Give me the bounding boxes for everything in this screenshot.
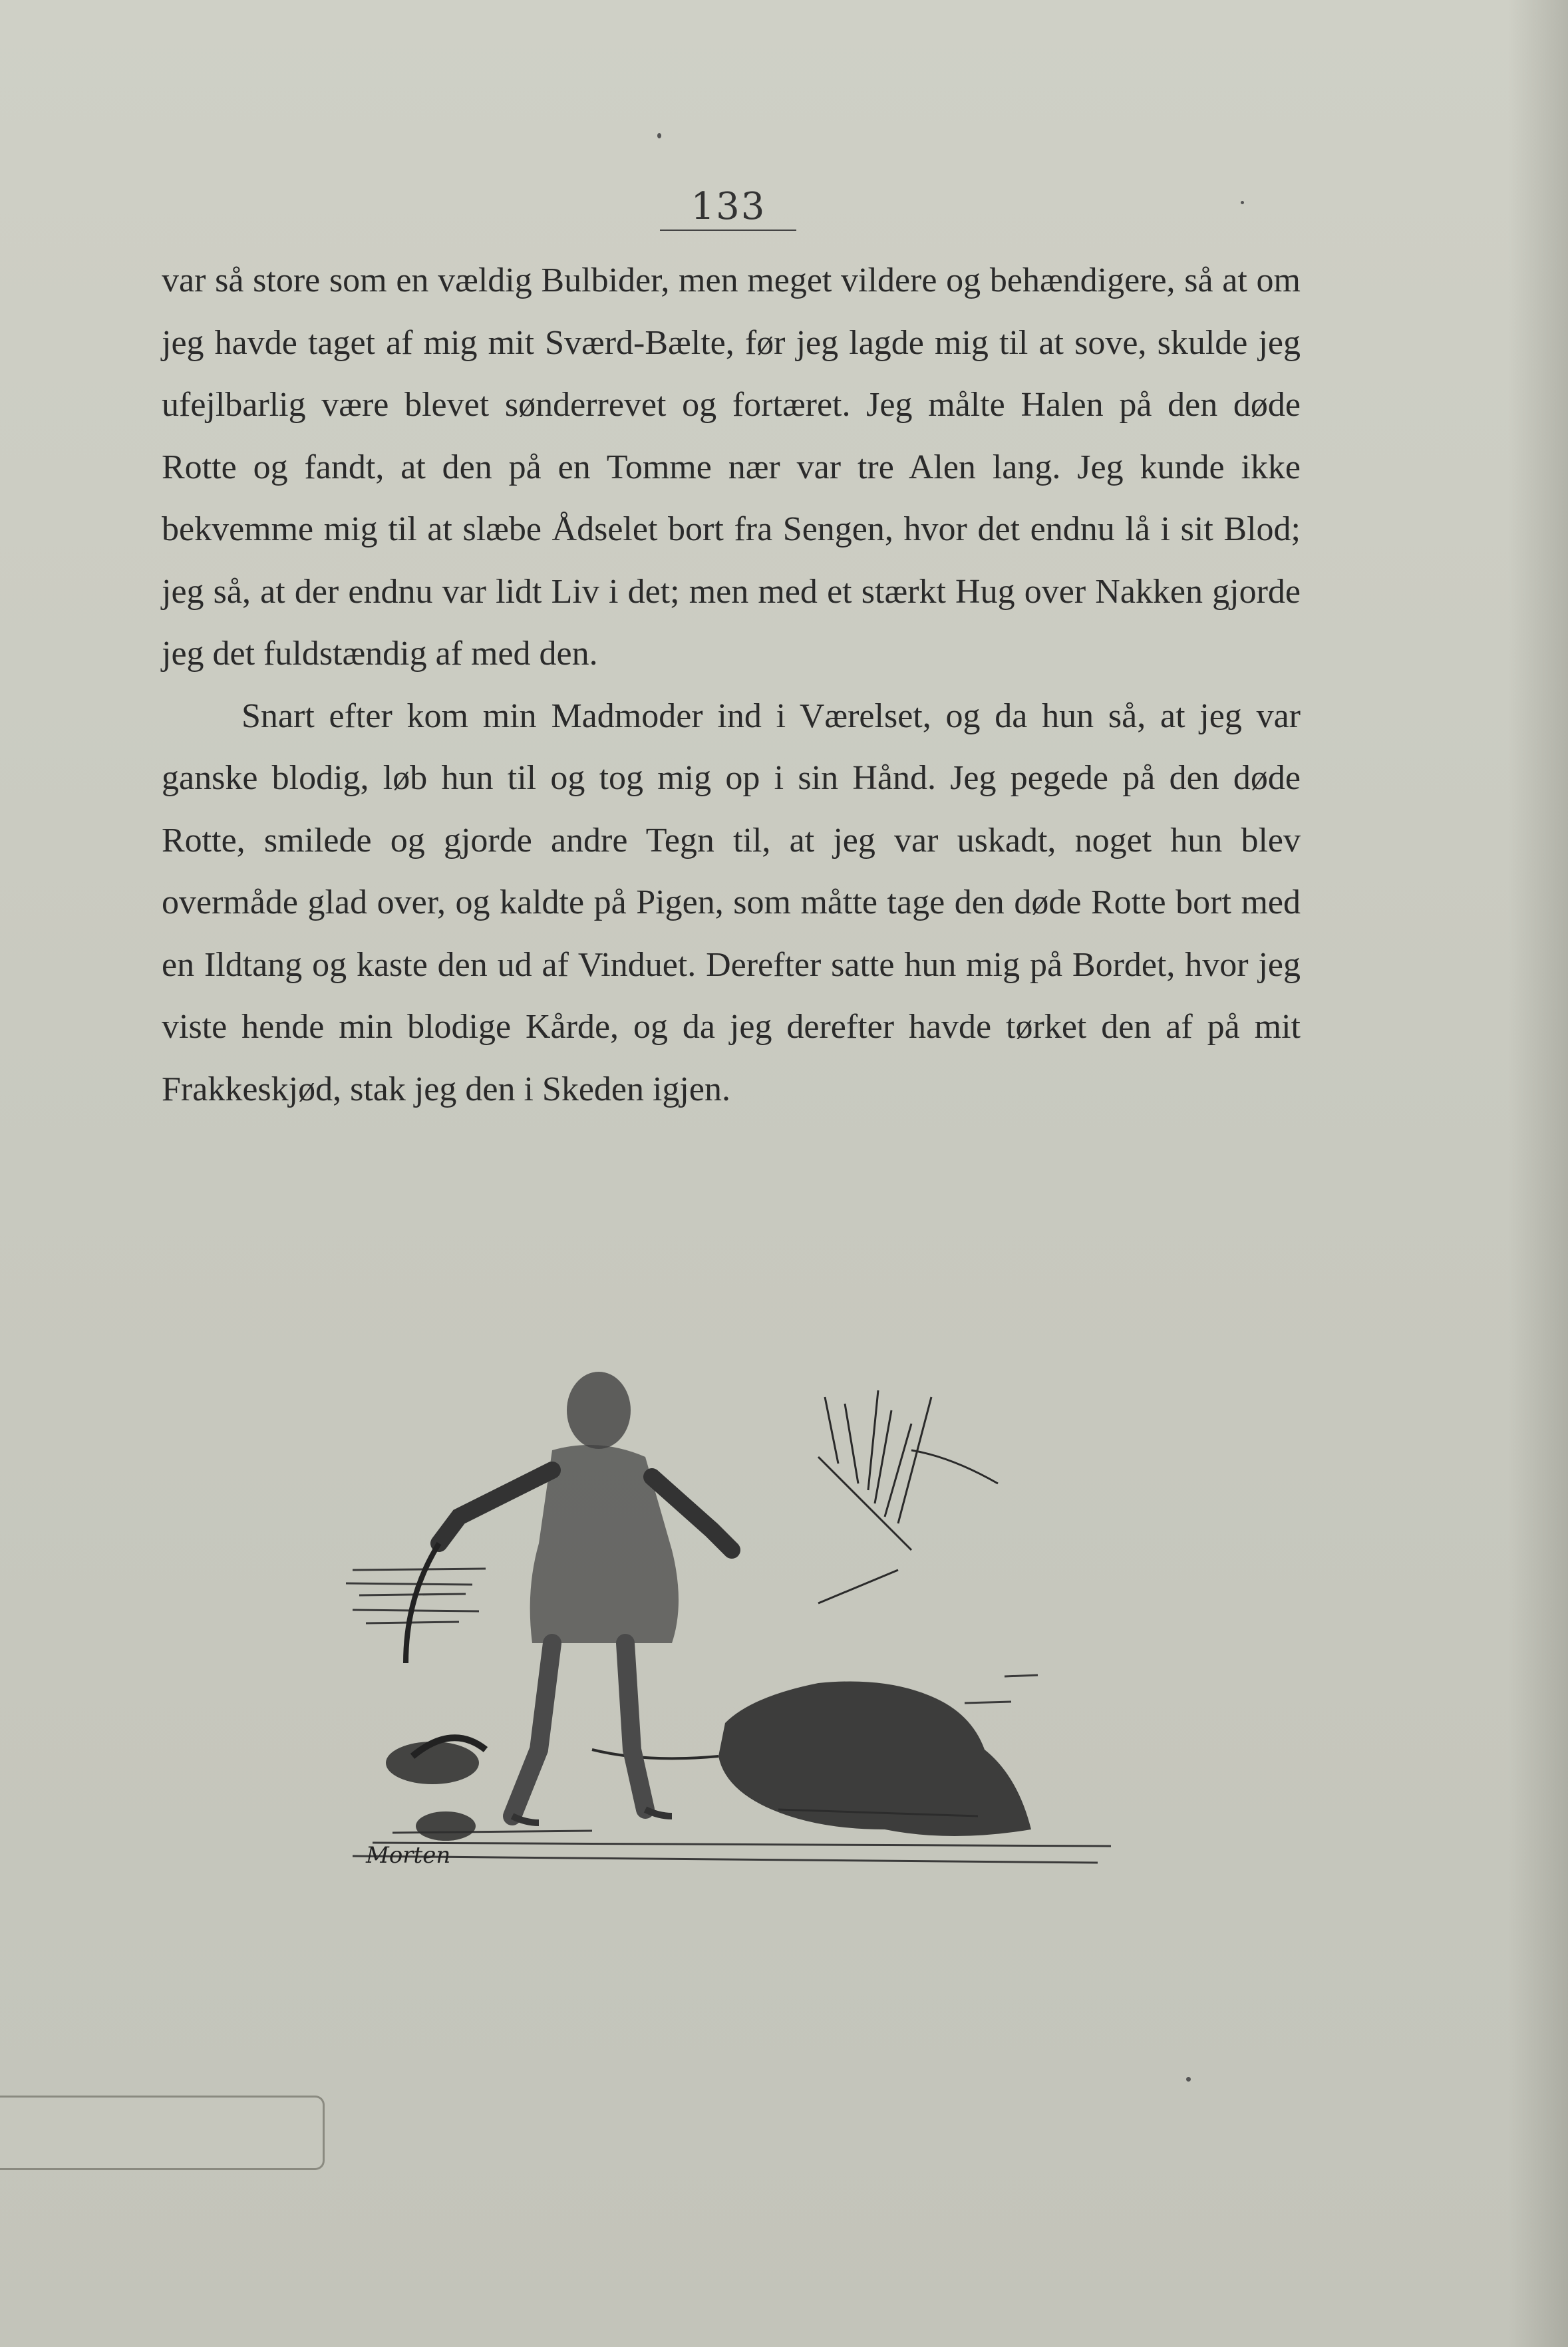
bloody-sword xyxy=(406,1543,439,1663)
artist-signature: Morten xyxy=(366,1842,451,1869)
dead-rat xyxy=(718,1682,1031,1837)
reeds xyxy=(818,1390,998,1603)
paragraph: var så store som en vældig Bulbider, men meget vildere og behændigere, så at om jeg havde taget af mig mit Sværd-Bælte, før jeg lagde mig til at sove, skulde jeg ufejlbarlig være blevet sønderrevet og fortæret. Jeg målte Halen på den døde Rotte og fandt, at den på en Tomme nær var tre Alen lang. Jeg kunde ikke bekvemme mig til at slæbe Ådselet bort fra Sengen, hvor det endnu lå i sit Blod; jeg så, at der endnu var lidt Liv i det; men med et stærkt Hug over Nakken gjorde jeg det fuldstændig af med den. xyxy=(162,261,1301,673)
shoe xyxy=(416,1811,476,1841)
library-tab xyxy=(0,2096,325,2170)
print-speck xyxy=(1241,201,1244,204)
page-edge-shadow xyxy=(1508,0,1568,2347)
print-speck xyxy=(657,133,661,138)
body-text xyxy=(162,249,1301,1120)
header-rule xyxy=(660,230,796,231)
hat xyxy=(386,1742,479,1784)
boy-figure xyxy=(439,1372,732,1823)
paragraph: Snart efter kom min Madmoder ind i Værelset, og da hun så, at jeg var ganske blodig, løb hun til og tog mig op i sin Hånd. Jeg pegede på den døde Rotte, smilede og gjorde andre Tegn til, at jeg var uskadt, noget hun blev overmåde glad over, og kaldte på Pigen, som måtte tage den døde Rotte bort med en Ildtang og kaste den ud af Vinduet. Derefter satte hun mig på Bordet, hvor jeg viste hende min blodige Kårde, og da jeg derefter havde tørket den af på mit Frakkeskjød, stak jeg den i Skeden igjen. xyxy=(162,697,1301,1108)
rat-tail xyxy=(592,1750,718,1758)
engraving-illustration xyxy=(313,1350,1158,1883)
page-number: 133 xyxy=(691,185,766,228)
print-speck xyxy=(1186,2077,1191,2082)
